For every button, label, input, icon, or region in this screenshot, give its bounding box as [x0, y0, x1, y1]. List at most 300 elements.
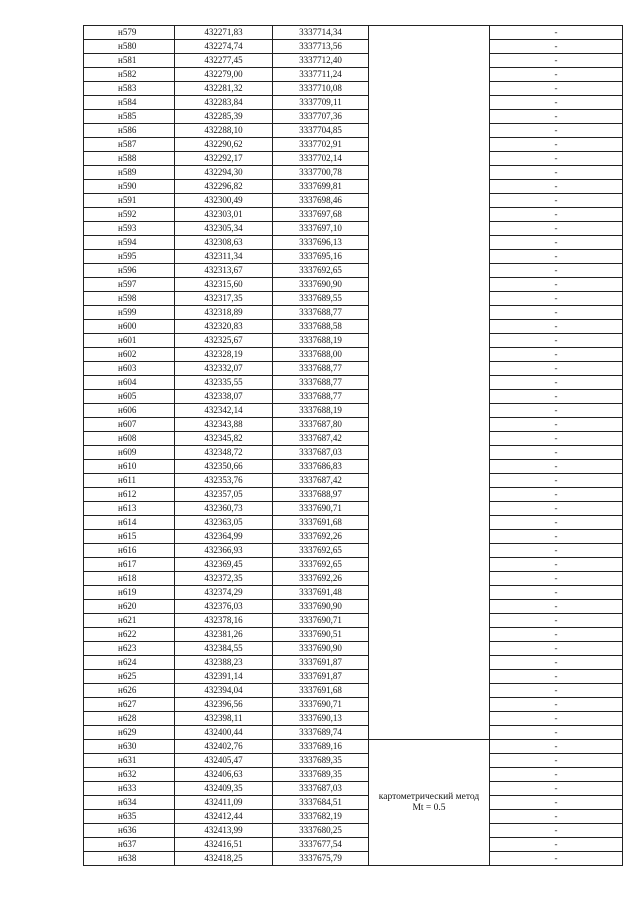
point-id-cell: н610: [84, 460, 175, 474]
error-cell: -: [490, 572, 623, 586]
table-row: [84, 54, 623, 68]
x-coordinate-cell: 432303,01: [175, 208, 273, 222]
x-coordinate-cell: 432292,17: [175, 152, 273, 166]
error-cell: -: [490, 222, 623, 236]
x-coordinate-cell: 432357,05: [175, 488, 273, 502]
error-cell: -: [490, 796, 623, 810]
point-id-cell: н635: [84, 810, 175, 824]
coordinates-table: [83, 25, 623, 866]
table-row: [84, 656, 623, 670]
point-id-cell: н580: [84, 40, 175, 54]
table-row: [84, 796, 623, 810]
table-row: [84, 670, 623, 684]
y-coordinate-cell: 3337688,97: [273, 488, 369, 502]
y-coordinate-cell: 3337688,58: [273, 320, 369, 334]
error-cell: -: [490, 180, 623, 194]
error-cell: -: [490, 404, 623, 418]
x-coordinate-cell: 432374,29: [175, 586, 273, 600]
x-coordinate-cell: 432335,55: [175, 376, 273, 390]
table-row: [84, 348, 623, 362]
error-cell: -: [490, 40, 623, 54]
table-row: [84, 824, 623, 838]
point-id-cell: н612: [84, 488, 175, 502]
x-coordinate-cell: 432372,35: [175, 572, 273, 586]
error-cell: -: [490, 306, 623, 320]
error-cell: -: [490, 138, 623, 152]
x-coordinate-cell: 432328,19: [175, 348, 273, 362]
point-id-cell: н603: [84, 362, 175, 376]
y-coordinate-cell: 3337710,08: [273, 82, 369, 96]
table-row: [84, 502, 623, 516]
y-coordinate-cell: 3337691,68: [273, 684, 369, 698]
x-coordinate-cell: 432305,34: [175, 222, 273, 236]
point-id-cell: н617: [84, 558, 175, 572]
table-row: [84, 390, 623, 404]
table-row: [84, 810, 623, 824]
x-coordinate-cell: 432320,83: [175, 320, 273, 334]
point-id-cell: н630: [84, 740, 175, 754]
x-coordinate-cell: 432290,62: [175, 138, 273, 152]
error-cell: -: [490, 600, 623, 614]
error-cell: -: [490, 852, 623, 866]
error-cell: -: [490, 754, 623, 768]
point-id-cell: н625: [84, 670, 175, 684]
x-coordinate-cell: 432274,74: [175, 40, 273, 54]
point-id-cell: н602: [84, 348, 175, 362]
table-row: [84, 754, 623, 768]
table-row: [84, 782, 623, 796]
table-row: [84, 362, 623, 376]
table-row: [84, 320, 623, 334]
y-coordinate-cell: 3337691,68: [273, 516, 369, 530]
x-coordinate-cell: 432381,26: [175, 628, 273, 642]
error-cell: -: [490, 698, 623, 712]
table-row: [84, 838, 623, 852]
point-id-cell: н595: [84, 250, 175, 264]
y-coordinate-cell: 3337697,68: [273, 208, 369, 222]
table-row: [84, 642, 623, 656]
error-cell: -: [490, 446, 623, 460]
error-cell: -: [490, 54, 623, 68]
y-coordinate-cell: 3337714,34: [273, 26, 369, 40]
point-id-cell: н588: [84, 152, 175, 166]
error-cell: -: [490, 782, 623, 796]
table-row: [84, 278, 623, 292]
y-coordinate-cell: 3337698,46: [273, 194, 369, 208]
y-coordinate-cell: 3337712,40: [273, 54, 369, 68]
table-row: [84, 600, 623, 614]
table-row: [84, 544, 623, 558]
point-id-cell: н593: [84, 222, 175, 236]
y-coordinate-cell: 3337686,83: [273, 460, 369, 474]
table-row: [84, 852, 623, 866]
error-cell: -: [490, 26, 623, 40]
x-coordinate-cell: 432384,55: [175, 642, 273, 656]
y-coordinate-cell: 3337689,74: [273, 726, 369, 740]
x-coordinate-cell: 432313,67: [175, 264, 273, 278]
y-coordinate-cell: 3337690,13: [273, 712, 369, 726]
table-row: [84, 698, 623, 712]
x-coordinate-cell: 432388,23: [175, 656, 273, 670]
table-row: [84, 138, 623, 152]
table-row: [84, 222, 623, 236]
point-id-cell: н638: [84, 852, 175, 866]
point-id-cell: н636: [84, 824, 175, 838]
y-coordinate-cell: 3337689,35: [273, 768, 369, 782]
y-coordinate-cell: 3337688,00: [273, 348, 369, 362]
x-coordinate-cell: 432378,16: [175, 614, 273, 628]
error-cell: -: [490, 250, 623, 264]
y-coordinate-cell: 3337692,26: [273, 530, 369, 544]
x-coordinate-cell: 432296,82: [175, 180, 273, 194]
table-row: [84, 250, 623, 264]
y-coordinate-cell: 3337691,87: [273, 656, 369, 670]
error-cell: -: [490, 320, 623, 334]
table-row: [84, 432, 623, 446]
method-cell-blank: [369, 26, 490, 740]
x-coordinate-cell: 432279,00: [175, 68, 273, 82]
y-coordinate-cell: 3337707,36: [273, 110, 369, 124]
y-coordinate-cell: 3337690,90: [273, 600, 369, 614]
point-id-cell: н581: [84, 54, 175, 68]
error-cell: -: [490, 432, 623, 446]
x-coordinate-cell: 432350,66: [175, 460, 273, 474]
x-coordinate-cell: 432317,35: [175, 292, 273, 306]
coordinates-table-body: [84, 26, 623, 866]
y-coordinate-cell: 3337687,03: [273, 782, 369, 796]
x-coordinate-cell: 432366,93: [175, 544, 273, 558]
table-row: [84, 376, 623, 390]
table-row: [84, 530, 623, 544]
y-coordinate-cell: 3337688,77: [273, 306, 369, 320]
table-row: [84, 40, 623, 54]
y-coordinate-cell: 3337688,77: [273, 376, 369, 390]
table-row: [84, 194, 623, 208]
table-row: [84, 404, 623, 418]
point-id-cell: н607: [84, 418, 175, 432]
error-cell: -: [490, 586, 623, 600]
point-id-cell: н592: [84, 208, 175, 222]
point-id-cell: н633: [84, 782, 175, 796]
y-coordinate-cell: 3337702,14: [273, 152, 369, 166]
error-cell: -: [490, 474, 623, 488]
y-coordinate-cell: 3337688,19: [273, 404, 369, 418]
table-row: [84, 446, 623, 460]
x-coordinate-cell: 432338,07: [175, 390, 273, 404]
error-cell: -: [490, 684, 623, 698]
point-id-cell: н613: [84, 502, 175, 516]
x-coordinate-cell: 432345,82: [175, 432, 273, 446]
error-cell: -: [490, 292, 623, 306]
error-cell: -: [490, 348, 623, 362]
x-coordinate-cell: 432325,67: [175, 334, 273, 348]
table-row: [84, 558, 623, 572]
table-row: [84, 208, 623, 222]
point-id-cell: н608: [84, 432, 175, 446]
point-id-cell: н591: [84, 194, 175, 208]
point-id-cell: н598: [84, 292, 175, 306]
point-id-cell: н601: [84, 334, 175, 348]
error-cell: -: [490, 838, 623, 852]
y-coordinate-cell: 3337680,25: [273, 824, 369, 838]
x-coordinate-cell: 432311,34: [175, 250, 273, 264]
table-row: [84, 180, 623, 194]
table-row: [84, 418, 623, 432]
y-coordinate-cell: 3337695,16: [273, 250, 369, 264]
point-id-cell: н637: [84, 838, 175, 852]
y-coordinate-cell: 3337687,03: [273, 446, 369, 460]
x-coordinate-cell: 432271,83: [175, 26, 273, 40]
error-cell: -: [490, 110, 623, 124]
y-coordinate-cell: 3337691,48: [273, 586, 369, 600]
y-coordinate-cell: 3337691,87: [273, 670, 369, 684]
point-id-cell: н594: [84, 236, 175, 250]
x-coordinate-cell: 432394,04: [175, 684, 273, 698]
table-row: [84, 586, 623, 600]
table-row: [84, 26, 623, 40]
point-id-cell: н589: [84, 166, 175, 180]
point-id-cell: н597: [84, 278, 175, 292]
point-id-cell: н579: [84, 26, 175, 40]
table-row: [84, 628, 623, 642]
point-id-cell: н618: [84, 572, 175, 586]
error-cell: -: [490, 558, 623, 572]
point-id-cell: н605: [84, 390, 175, 404]
point-id-cell: н609: [84, 446, 175, 460]
error-cell: -: [490, 96, 623, 110]
y-coordinate-cell: 3337690,71: [273, 614, 369, 628]
x-coordinate-cell: 432285,39: [175, 110, 273, 124]
point-id-cell: н611: [84, 474, 175, 488]
x-coordinate-cell: 432348,72: [175, 446, 273, 460]
error-cell: -: [490, 124, 623, 138]
y-coordinate-cell: 3337699,81: [273, 180, 369, 194]
y-coordinate-cell: 3337704,85: [273, 124, 369, 138]
table-row: [84, 82, 623, 96]
error-cell: -: [490, 208, 623, 222]
y-coordinate-cell: 3337692,65: [273, 264, 369, 278]
point-id-cell: н621: [84, 614, 175, 628]
table-row: [84, 334, 623, 348]
table-row: [84, 68, 623, 82]
point-id-cell: н600: [84, 320, 175, 334]
x-coordinate-cell: 432418,25: [175, 852, 273, 866]
error-cell: -: [490, 544, 623, 558]
point-id-cell: н628: [84, 712, 175, 726]
x-coordinate-cell: 432318,89: [175, 306, 273, 320]
y-coordinate-cell: 3337711,24: [273, 68, 369, 82]
y-coordinate-cell: 3337690,90: [273, 278, 369, 292]
y-coordinate-cell: 3337687,80: [273, 418, 369, 432]
error-cell: -: [490, 334, 623, 348]
x-coordinate-cell: 432364,99: [175, 530, 273, 544]
table-row: [84, 292, 623, 306]
y-coordinate-cell: 3337688,77: [273, 362, 369, 376]
point-id-cell: н587: [84, 138, 175, 152]
error-cell: -: [490, 502, 623, 516]
table-row: [84, 236, 623, 250]
error-cell: -: [490, 740, 623, 754]
x-coordinate-cell: 432315,60: [175, 278, 273, 292]
point-id-cell: н584: [84, 96, 175, 110]
table-row: [84, 516, 623, 530]
error-cell: -: [490, 656, 623, 670]
point-id-cell: н631: [84, 754, 175, 768]
error-cell: -: [490, 376, 623, 390]
x-coordinate-cell: 432360,73: [175, 502, 273, 516]
x-coordinate-cell: 432406,63: [175, 768, 273, 782]
error-cell: -: [490, 152, 623, 166]
x-coordinate-cell: 432398,11: [175, 712, 273, 726]
error-cell: -: [490, 628, 623, 642]
point-id-cell: н626: [84, 684, 175, 698]
point-id-cell: н632: [84, 768, 175, 782]
table-row: [84, 110, 623, 124]
table-row: [84, 166, 623, 180]
error-cell: -: [490, 768, 623, 782]
point-id-cell: н622: [84, 628, 175, 642]
y-coordinate-cell: 3337692,65: [273, 558, 369, 572]
y-coordinate-cell: 3337702,91: [273, 138, 369, 152]
error-cell: -: [490, 194, 623, 208]
point-id-cell: н586: [84, 124, 175, 138]
table-row: [84, 740, 623, 754]
point-id-cell: н624: [84, 656, 175, 670]
y-coordinate-cell: 3337688,19: [273, 334, 369, 348]
point-id-cell: н596: [84, 264, 175, 278]
error-cell: -: [490, 264, 623, 278]
error-cell: -: [490, 726, 623, 740]
table-row: [84, 684, 623, 698]
error-cell: -: [490, 166, 623, 180]
error-cell: -: [490, 516, 623, 530]
x-coordinate-cell: 432409,35: [175, 782, 273, 796]
x-coordinate-cell: 432300,49: [175, 194, 273, 208]
y-coordinate-cell: 3337692,26: [273, 572, 369, 586]
x-coordinate-cell: 432416,51: [175, 838, 273, 852]
table-row: [84, 488, 623, 502]
y-coordinate-cell: 3337713,56: [273, 40, 369, 54]
error-cell: -: [490, 614, 623, 628]
error-cell: -: [490, 712, 623, 726]
x-coordinate-cell: 432391,14: [175, 670, 273, 684]
point-id-cell: н606: [84, 404, 175, 418]
x-coordinate-cell: 432369,45: [175, 558, 273, 572]
error-cell: -: [490, 362, 623, 376]
point-id-cell: н604: [84, 376, 175, 390]
x-coordinate-cell: 432353,76: [175, 474, 273, 488]
error-cell: -: [490, 278, 623, 292]
point-id-cell: н627: [84, 698, 175, 712]
table-row: [84, 460, 623, 474]
point-id-cell: н599: [84, 306, 175, 320]
error-cell: -: [490, 530, 623, 544]
y-coordinate-cell: 3337709,11: [273, 96, 369, 110]
y-coordinate-cell: 3337684,51: [273, 796, 369, 810]
y-coordinate-cell: 3337675,79: [273, 852, 369, 866]
y-coordinate-cell: 3337688,77: [273, 390, 369, 404]
x-coordinate-cell: 432283,84: [175, 96, 273, 110]
table-row: [84, 726, 623, 740]
x-coordinate-cell: 432376,03: [175, 600, 273, 614]
error-cell: -: [490, 82, 623, 96]
y-coordinate-cell: 3337687,42: [273, 474, 369, 488]
x-coordinate-cell: 432363,05: [175, 516, 273, 530]
point-id-cell: н623: [84, 642, 175, 656]
y-coordinate-cell: 3337677,54: [273, 838, 369, 852]
y-coordinate-cell: 3337697,10: [273, 222, 369, 236]
y-coordinate-cell: 3337687,42: [273, 432, 369, 446]
error-cell: -: [490, 418, 623, 432]
point-id-cell: н614: [84, 516, 175, 530]
x-coordinate-cell: 432332,07: [175, 362, 273, 376]
y-coordinate-cell: 3337689,55: [273, 292, 369, 306]
point-id-cell: н583: [84, 82, 175, 96]
table-row: [84, 96, 623, 110]
y-coordinate-cell: 3337690,71: [273, 698, 369, 712]
x-coordinate-cell: 432281,32: [175, 82, 273, 96]
table-row: [84, 474, 623, 488]
x-coordinate-cell: 432405,47: [175, 754, 273, 768]
y-coordinate-cell: 3337692,65: [273, 544, 369, 558]
y-coordinate-cell: 3337689,35: [273, 754, 369, 768]
x-coordinate-cell: 432294,30: [175, 166, 273, 180]
x-coordinate-cell: 432288,10: [175, 124, 273, 138]
point-id-cell: н616: [84, 544, 175, 558]
error-cell: -: [490, 488, 623, 502]
error-cell: -: [490, 810, 623, 824]
point-id-cell: н585: [84, 110, 175, 124]
x-coordinate-cell: 432342,14: [175, 404, 273, 418]
point-id-cell: н582: [84, 68, 175, 82]
table-row: [84, 572, 623, 586]
y-coordinate-cell: 3337690,90: [273, 642, 369, 656]
table-row: [84, 614, 623, 628]
point-id-cell: н620: [84, 600, 175, 614]
x-coordinate-cell: 432412,44: [175, 810, 273, 824]
error-cell: -: [490, 642, 623, 656]
x-coordinate-cell: 432308,63: [175, 236, 273, 250]
table-row: [84, 124, 623, 138]
point-id-cell: н634: [84, 796, 175, 810]
table-row: [84, 712, 623, 726]
table-row: [84, 264, 623, 278]
point-id-cell: н615: [84, 530, 175, 544]
x-coordinate-cell: 432343,88: [175, 418, 273, 432]
x-coordinate-cell: 432277,45: [175, 54, 273, 68]
table-row: [84, 306, 623, 320]
coordinates-document: [83, 25, 623, 866]
error-cell: -: [490, 460, 623, 474]
point-id-cell: н629: [84, 726, 175, 740]
error-cell: -: [490, 236, 623, 250]
error-cell: -: [490, 390, 623, 404]
point-id-cell: н619: [84, 586, 175, 600]
x-coordinate-cell: 432396,56: [175, 698, 273, 712]
error-cell: -: [490, 824, 623, 838]
y-coordinate-cell: 3337689,16: [273, 740, 369, 754]
method-cell: картометрический метод Mt = 0.5: [369, 740, 490, 866]
error-cell: -: [490, 670, 623, 684]
y-coordinate-cell: 3337682,19: [273, 810, 369, 824]
table-row: [84, 152, 623, 166]
y-coordinate-cell: 3337690,51: [273, 628, 369, 642]
x-coordinate-cell: 432413,99: [175, 824, 273, 838]
y-coordinate-cell: 3337700,78: [273, 166, 369, 180]
point-id-cell: н590: [84, 180, 175, 194]
error-cell: -: [490, 68, 623, 82]
y-coordinate-cell: 3337690,71: [273, 502, 369, 516]
